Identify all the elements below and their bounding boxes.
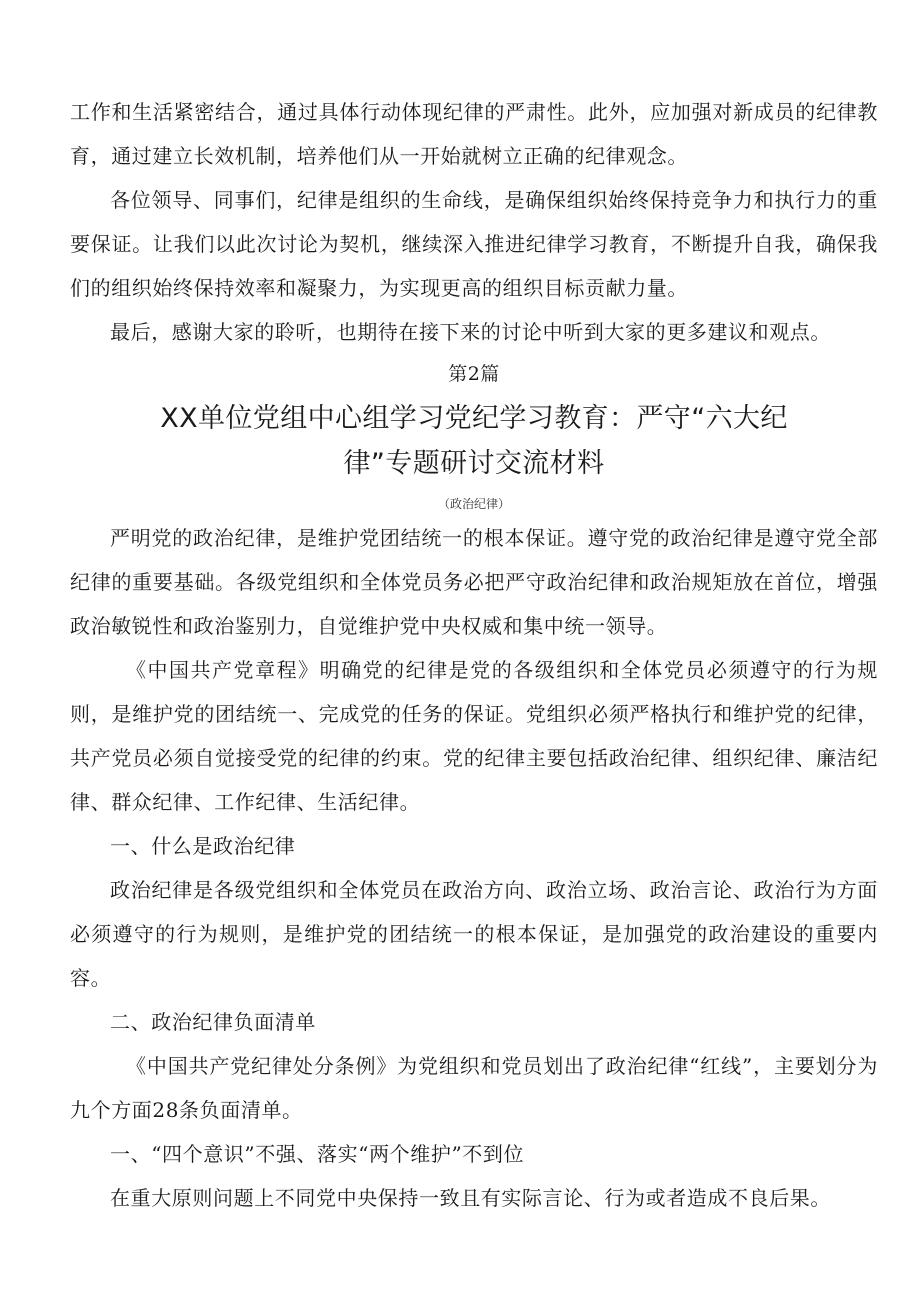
- paragraph-disciplinary-regulations: 《中国共产党纪律处分条例》为党组织和党员划出了政治纪律“红线”，主要划分为九个方面28条负面清单。: [70, 1054, 878, 1122]
- section-heading-negative-list: 二、政治纪律负面清单: [110, 1010, 316, 1034]
- document-title: XX单位党组中心组学习党纪学习教育：严守“六大纪律”专题研讨交流材料: [160, 403, 788, 479]
- paragraph-political-discipline-intro: 严明党的政治纪律，是维护党团结统一的根本保证。遵守党的政治纪律是遵守党全部纪律的重要基础。各级党组织和全体党员务必把严守政治纪律和政治规矩放在首位，增强政治敏锐性和政治鉴别力，自觉维护党中央权威和集中统一领导。: [70, 526, 878, 638]
- paragraph-discipline-lifeline: 各位领导、同事们，纪律是组织的生命线，是确保组织始终保持竞争力和执行力的重要保证。让我们以此次讨论为契机，继续深入推进纪律学习教育，不断提升自我，确保我们的组织始终保持效率和凝聚力，为实现更高的组织目标贡献力量。: [70, 188, 878, 300]
- section-heading-four-consciousness: 一、“四个意识”不强、落实“两个维护”不到位: [110, 1142, 525, 1166]
- document-subtitle: （政治纪律）: [437, 497, 510, 511]
- paragraph-major-principles: 在重大原则问题上不同党中央保持一致且有实际言论、行为或者造成不良后果。: [110, 1186, 831, 1210]
- document-page: [70, 90, 878, 1220]
- section-heading-what-is: 一、什么是政治纪律: [110, 834, 296, 858]
- paragraph-definition: 政治纪律是各级党组织和全体党员在政治方向、政治立场、政治言论、政治行为方面必须遵守的行为规则，是维护党的团结统一的根本保证，是加强党的政治建设的重要内容。: [70, 878, 878, 990]
- paragraph-party-constitution: 《中国共产党章程》明确党的纪律是党的各级组织和全体党员必须遵守的行为规则，是维护党的团结统一、完成党的任务的保证。党组织必须严格执行和维护党的纪律，共产党员必须自觉接受党的纪律的约束。党的纪律主要包括政治纪律、组织纪律、廉洁纪律、群众纪律、工作纪律、生活纪律。: [70, 658, 878, 814]
- paragraph-closing-thanks: 最后，感谢大家的聆听，也期待在接下来的讨论中听到大家的更多建议和观点。: [110, 320, 831, 344]
- chapter-label: 第2篇: [448, 363, 500, 385]
- paragraph-continuation: 工作和生活紧密结合，通过具体行动体现纪律的严肃性。此外，应加强对新成员的纪律教育，通过建立长效机制，培养他们从一开始就树立正确的纪律观念。: [70, 100, 878, 168]
